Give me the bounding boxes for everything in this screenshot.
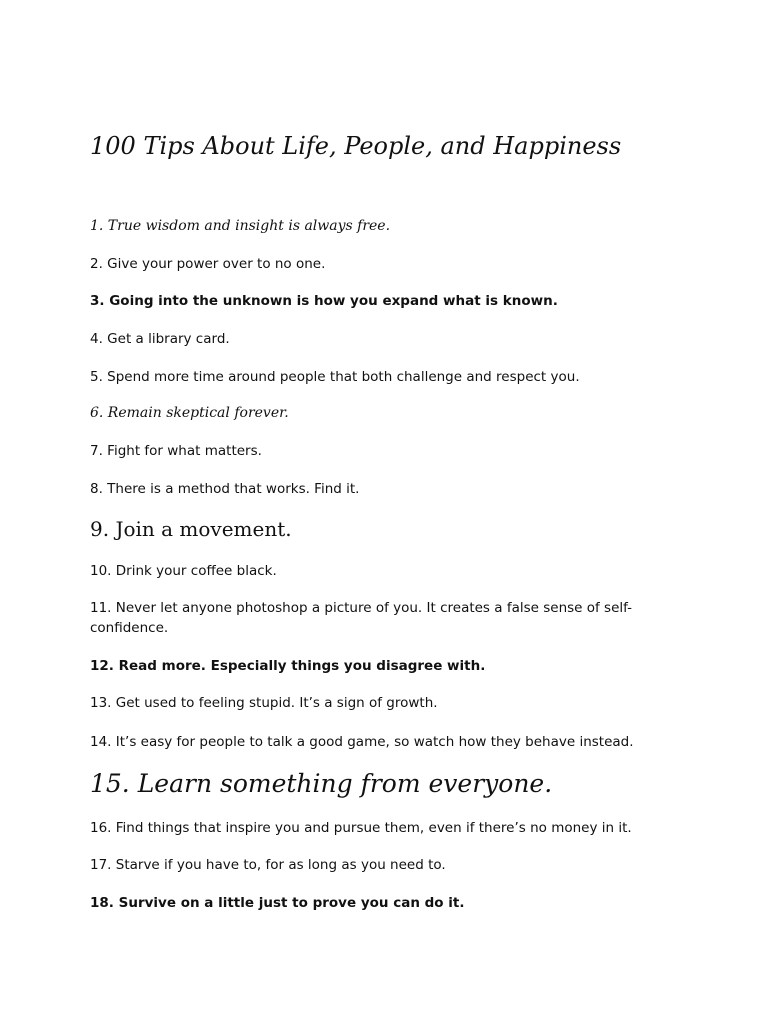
tip-12: 12. Read more. Especially things you disagree with. [90, 658, 486, 674]
tip-13: 13. Get used to feeling stupid. It’s a sign of growth. [90, 695, 438, 711]
tip-17: 17. Starve if you have to, for as long as you need to. [90, 857, 446, 873]
tip-8: 8. There is a method that works. Find it. [90, 481, 360, 497]
tip-7: 7. Fight for what matters. [90, 443, 262, 459]
tip-11: 11. Never let anyone photoshop a picture of you. It creates a false sense of self-confidence. [90, 600, 633, 636]
tip-9: 9. Join a movement. [90, 517, 292, 541]
tip-2: 2. Give your power over to no one. [90, 256, 326, 272]
tip-5: 5. Spend more time around people that both challenge and respect you. [90, 369, 580, 385]
tip-1: 1. True wisdom and insight is always free. [90, 218, 391, 234]
tip-4: 4. Get a library card. [90, 331, 230, 347]
tip-3: 3. Going into the unknown is how you expand what is known. [90, 293, 558, 309]
tip-14: 14. It’s easy for people to talk a good game, so watch how they behave instead. [90, 734, 634, 750]
document-title: 100 Tips About Life, People, and Happiness [90, 132, 622, 160]
tip-6: 6. Remain skeptical forever. [90, 405, 289, 421]
tip-16: 16. Find things that inspire you and pursue them, even if there’s no money in it. [90, 820, 632, 836]
tip-15: 15. Learn something from everyone. [90, 769, 553, 798]
tip-18: 18. Survive on a little just to prove you can do it. [90, 895, 465, 911]
tip-10: 10. Drink your coffee black. [90, 563, 277, 579]
